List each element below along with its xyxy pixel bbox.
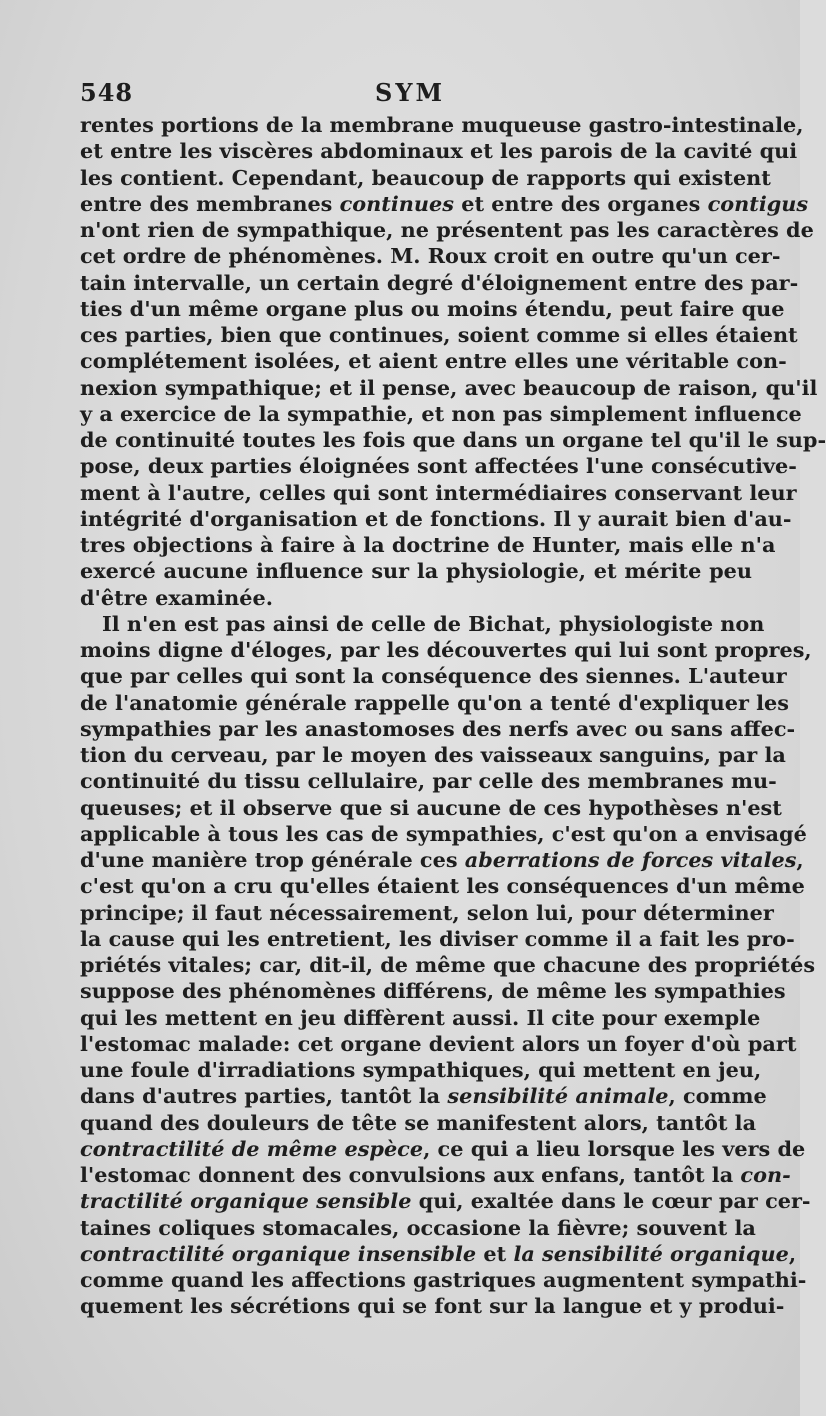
text-line: nexion sympathique; et il pense, avec beaucoup de raison, qu'il <box>80 374 818 400</box>
text-line: d'être examinée. <box>80 584 274 610</box>
text-line: Il n'en est pas ainsi de celle de Bichat, physiologiste non <box>102 610 765 636</box>
text-line: ces parties, bien que continues, soient comme si elles étaient <box>80 322 798 347</box>
text-line: ties d'un même organe plus ou moins étendu, peut faire que <box>80 295 785 321</box>
text-line: principe; il faut nécessairement, selon lui, pour déterminer <box>80 899 774 925</box>
text-line: rentes portions de la membrane muqueuse gastro-intestinale, <box>80 112 804 137</box>
text-line: tractilité organique sensible qui, exaltée dans le cœur par cer- <box>80 1188 811 1214</box>
text-line: queuses; et il observe que si aucune de ces hypothèses n'est <box>80 794 782 820</box>
text-line: n'ont rien de sympathique, ne présentent pas les caractères de <box>80 217 814 242</box>
text-line: exercé aucune influence sur la physiologie, et mérite peu <box>80 558 752 584</box>
text-line: que par celles qui sont la conséquence des siennes. L'auteur <box>80 663 787 689</box>
text-line: applicable à tous les cas de sympathies, c'est qu'on a envisagé <box>80 820 807 846</box>
text-line: d'une manière trop générale ces aberrations de forces vitales, <box>80 847 804 872</box>
text-line: suppose des phénomènes différens, de même les sympathies <box>80 978 786 1004</box>
text-line: priétés vitales; car, dit-il, de même que chacune des propriétés <box>80 952 816 977</box>
text-line: c'est qu'on a cru qu'elles étaient les conséquences d'un même <box>80 873 805 899</box>
text-line: les contient. Cependant, beaucoup de rapports qui existent <box>80 164 771 190</box>
text-line: ment à l'autre, celles qui sont intermédiaires conservant leur <box>80 479 797 505</box>
text-line: comme quand les affections gastriques augmentent sympathi- <box>80 1267 807 1292</box>
text-line: dans d'autres parties, tantôt la sensibilité animale, comme <box>80 1083 767 1109</box>
page-number: 548 <box>80 78 134 107</box>
text-line: pose, deux parties éloignées sont affectées l'une consécutive- <box>80 453 797 479</box>
text-line: cet ordre de phénomènes. M. Roux croit en outre qu'un cer- <box>80 243 781 269</box>
text-line: continuité du tissu cellulaire, par celle des membranes mu- <box>80 768 777 794</box>
text-line: l'estomac malade: cet organe devient alors un foyer d'où part <box>80 1030 797 1056</box>
text-line: moins digne d'éloges, par les découvertes qui lui sont propres, <box>80 637 812 662</box>
text-line: tres objections à faire à la doctrine de Hunter, mais elle n'a <box>80 532 776 557</box>
text-line: tain intervalle, un certain degré d'éloignement entre des par- <box>80 269 799 295</box>
text-line: sympathies par les anastomoses des nerfs avec ou sans affec- <box>80 715 796 741</box>
text-line: une foule d'irradiations sympathiques, qui mettent en jeu, <box>80 1057 762 1082</box>
text-line: qui les mettent en jeu diffèrent aussi. Il cite pour exemple <box>80 1004 761 1030</box>
text-line: contractilité organique insensible et la sensibilité organique, <box>80 1240 797 1266</box>
text-line: complétement isolées, et aient entre elles une véritable con- <box>80 348 787 374</box>
body-text <box>80 112 826 1320</box>
text-line: contractilité de même espèce, ce qui a lieu lorsque les vers de <box>80 1135 806 1161</box>
running-head: SYM <box>374 78 446 107</box>
text-line: y a exercice de la sympathie, et non pas simplement influence <box>80 400 802 426</box>
page-header <box>80 78 740 108</box>
text-line: quement les sécrétions qui se font sur la langue et y produi- <box>80 1293 785 1319</box>
text-line: de continuité toutes les fois que dans un organe tel qu'il le sup- <box>80 427 826 452</box>
text-line: quand des douleurs de tête se manifestent alors, tantôt la <box>80 1109 757 1135</box>
text-line: de l'anatomie générale rappelle qu'on a tenté d'expliquer les <box>80 689 789 715</box>
text-line: la cause qui les entretient, les diviser comme il a fait les pro- <box>80 925 795 951</box>
text-line: tion du cerveau, par le moyen des vaisseaux sanguins, par la <box>80 742 786 767</box>
text-line: l'estomac donnent des convulsions aux enfans, tantôt la con- <box>80 1162 791 1187</box>
text-line: intégrité d'organisation et de fonctions. Il y aurait bien d'au- <box>80 505 792 531</box>
text-line: et entre les viscères abdominaux et les parois de la cavité qui <box>80 138 798 164</box>
text-line: taines coliques stomacales, occasione la fièvre; souvent la <box>80 1214 756 1240</box>
text-line: entre des membranes continues et entre des organes contigus <box>80 190 809 216</box>
